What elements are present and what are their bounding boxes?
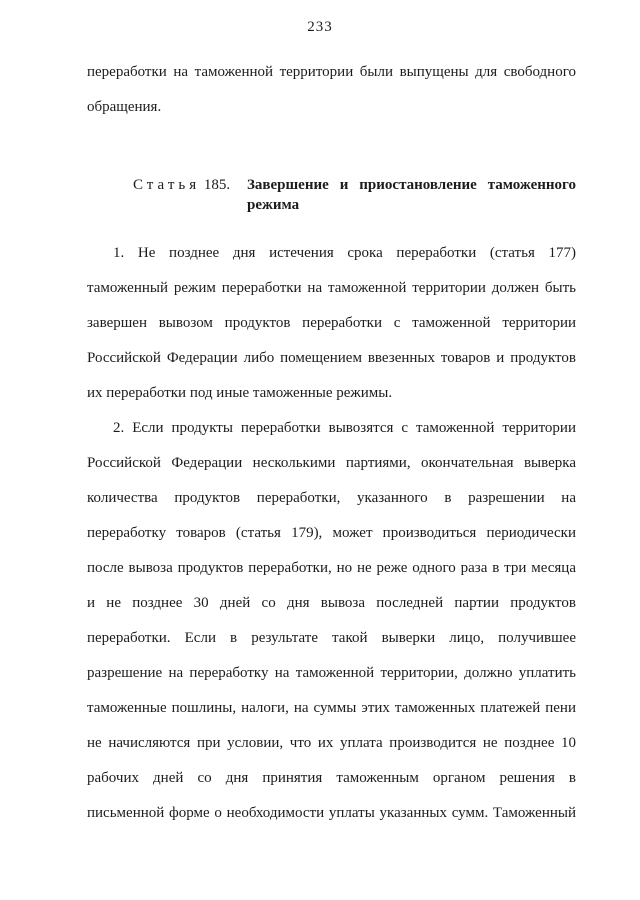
paragraph-1 — [87, 236, 576, 411]
text-line: режима — [247, 197, 300, 213]
text-line: Российской Федерации несколькими партиями, окончательная выверка — [87, 455, 576, 471]
article-label-number: 185. — [203, 177, 231, 193]
article-title — [247, 175, 576, 215]
text-line: после вывоза продуктов переработки, но не реже одного раза в три месяца — [87, 560, 576, 576]
text-line: переработки. Если в результате такой выверки лицо, получившее — [87, 630, 576, 646]
text-line: количества продуктов переработки, указанного в разрешении на — [87, 490, 576, 506]
article-heading — [87, 175, 576, 215]
article-label — [133, 175, 247, 215]
paragraph-2 — [87, 411, 576, 831]
text-line: завершен вывозом продуктов переработки с таможенной территории — [87, 315, 576, 331]
text-line: переработки на таможенной территории были выпущены для свободного — [87, 64, 576, 80]
page-number: 233 — [307, 19, 333, 35]
text-line: письменной форме о необходимости уплаты указанных сумм. Таможенный — [87, 805, 576, 821]
text-line: 2. Если продукты переработки вывозятся с таможенной территории — [113, 420, 576, 436]
text-line: таможенные пошлины, налоги, на суммы этих таможенных платежей пени — [87, 700, 576, 716]
text-line: обращения. — [87, 99, 162, 115]
page-content — [87, 55, 576, 831]
text-line: Завершение и приостановление таможенного — [247, 177, 576, 193]
text-line: разрешение на переработку на таможенной территории, должно уплатить — [87, 665, 576, 681]
text-line: их переработки под иные таможенные режимы. — [87, 385, 393, 401]
text-line: рабочих дней со дня принятия таможенным органом решения в — [87, 770, 576, 786]
article-label-word: Статья — [133, 177, 201, 193]
text-line: Российской Федерации либо помещением ввезенных товаров и продуктов — [87, 350, 576, 366]
text-line: таможенный режим переработки на таможенной территории должен быть — [87, 280, 576, 296]
text-line: 1. Не позднее дня истечения срока переработки (статья 177) — [113, 245, 576, 261]
paragraph-intro — [87, 55, 576, 125]
text-line: не начисляются при условии, что их уплата производится не позднее 10 — [87, 735, 576, 751]
text-line: переработку товаров (статья 179), может производиться периодически — [87, 525, 576, 541]
text-line: и не позднее 30 дней со дня вывоза последней партии продуктов — [87, 595, 576, 611]
